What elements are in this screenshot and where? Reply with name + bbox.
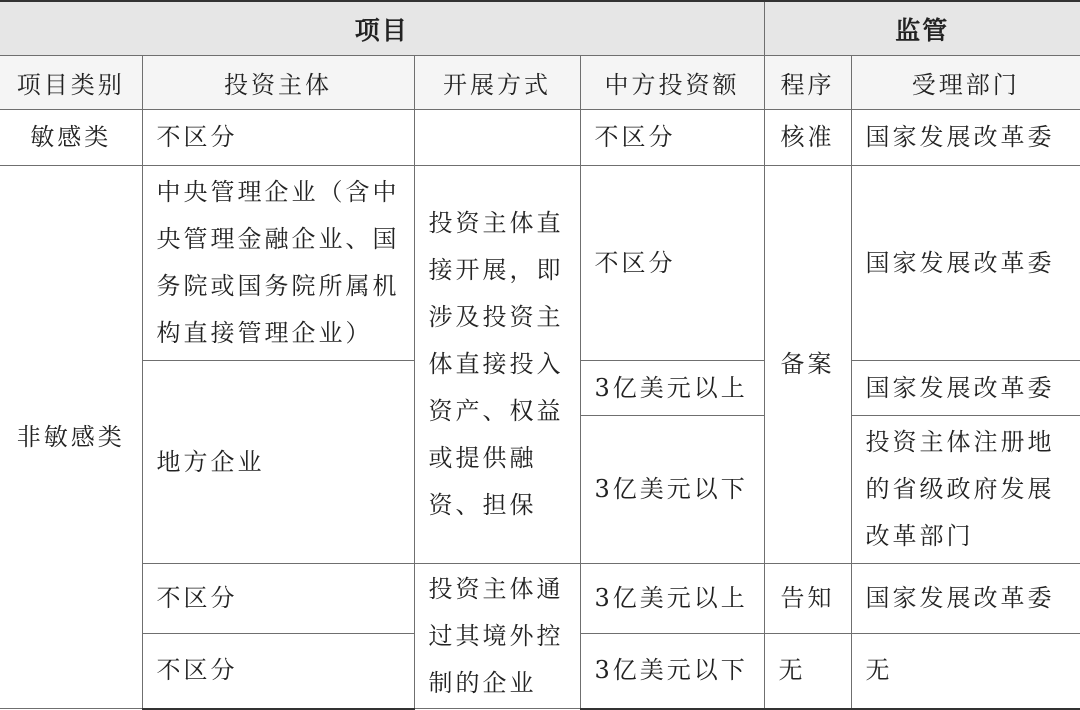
cell-category-sensitive: 敏感类 — [0, 110, 142, 166]
column-header-category: 项目类别 — [0, 56, 142, 110]
column-header-entity: 投资主体 — [142, 56, 414, 110]
cell-procedure: 告知 — [764, 564, 851, 634]
cell-amount: 不区分 — [580, 110, 764, 166]
column-header-amount: 中方投资额 — [580, 56, 764, 110]
cell-department: 国家发展改革委 — [851, 564, 1080, 634]
cell-amount: 3亿美元以下 — [580, 634, 764, 709]
cell-procedure: 无 — [764, 634, 851, 709]
column-header-method: 开展方式 — [414, 56, 580, 110]
cell-department: 国家发展改革委 — [851, 110, 1080, 166]
cell-method-indirect: 投资主体通过其境外控制的企业 — [414, 564, 580, 709]
column-header-department: 受理部门 — [851, 56, 1080, 110]
header-group-row — [0, 1, 1080, 56]
column-header-procedure: 程序 — [764, 56, 851, 110]
cell-category-non-sensitive: 非敏感类 — [0, 166, 142, 709]
cell-department: 无 — [851, 634, 1080, 709]
table-row — [0, 564, 1080, 634]
cell-procedure: 核准 — [764, 110, 851, 166]
header-supervision: 监管 — [764, 1, 1080, 56]
cell-entity: 不区分 — [142, 634, 414, 709]
cell-department: 国家发展改革委 — [851, 166, 1080, 361]
cell-entity-local: 地方企业 — [142, 361, 414, 564]
cell-department: 国家发展改革委 — [851, 361, 1080, 416]
cell-entity: 不区分 — [142, 110, 414, 166]
cell-method-empty — [414, 110, 580, 166]
table-row — [0, 166, 1080, 361]
cell-department: 投资主体注册地的省级政府发展改革部门 — [851, 416, 1080, 564]
cell-amount: 3亿美元以上 — [580, 564, 764, 634]
cell-amount: 3亿美元以上 — [580, 361, 764, 416]
cell-method-direct: 投资主体直接开展，即涉及投资主体直接投入资产、权益或提供融资、担保 — [414, 166, 580, 564]
cell-amount: 不区分 — [580, 166, 764, 361]
cell-amount: 3亿美元以下 — [580, 416, 764, 564]
cell-procedure-filing: 备案 — [764, 166, 851, 564]
header-project: 项目 — [0, 1, 764, 56]
table-row — [0, 110, 1080, 166]
cell-entity-central: 中央管理企业（含中央管理金融企业、国务院或国务院所属机构直接管理企业） — [142, 166, 414, 361]
cell-entity: 不区分 — [142, 564, 414, 634]
header-column-row — [0, 56, 1080, 110]
